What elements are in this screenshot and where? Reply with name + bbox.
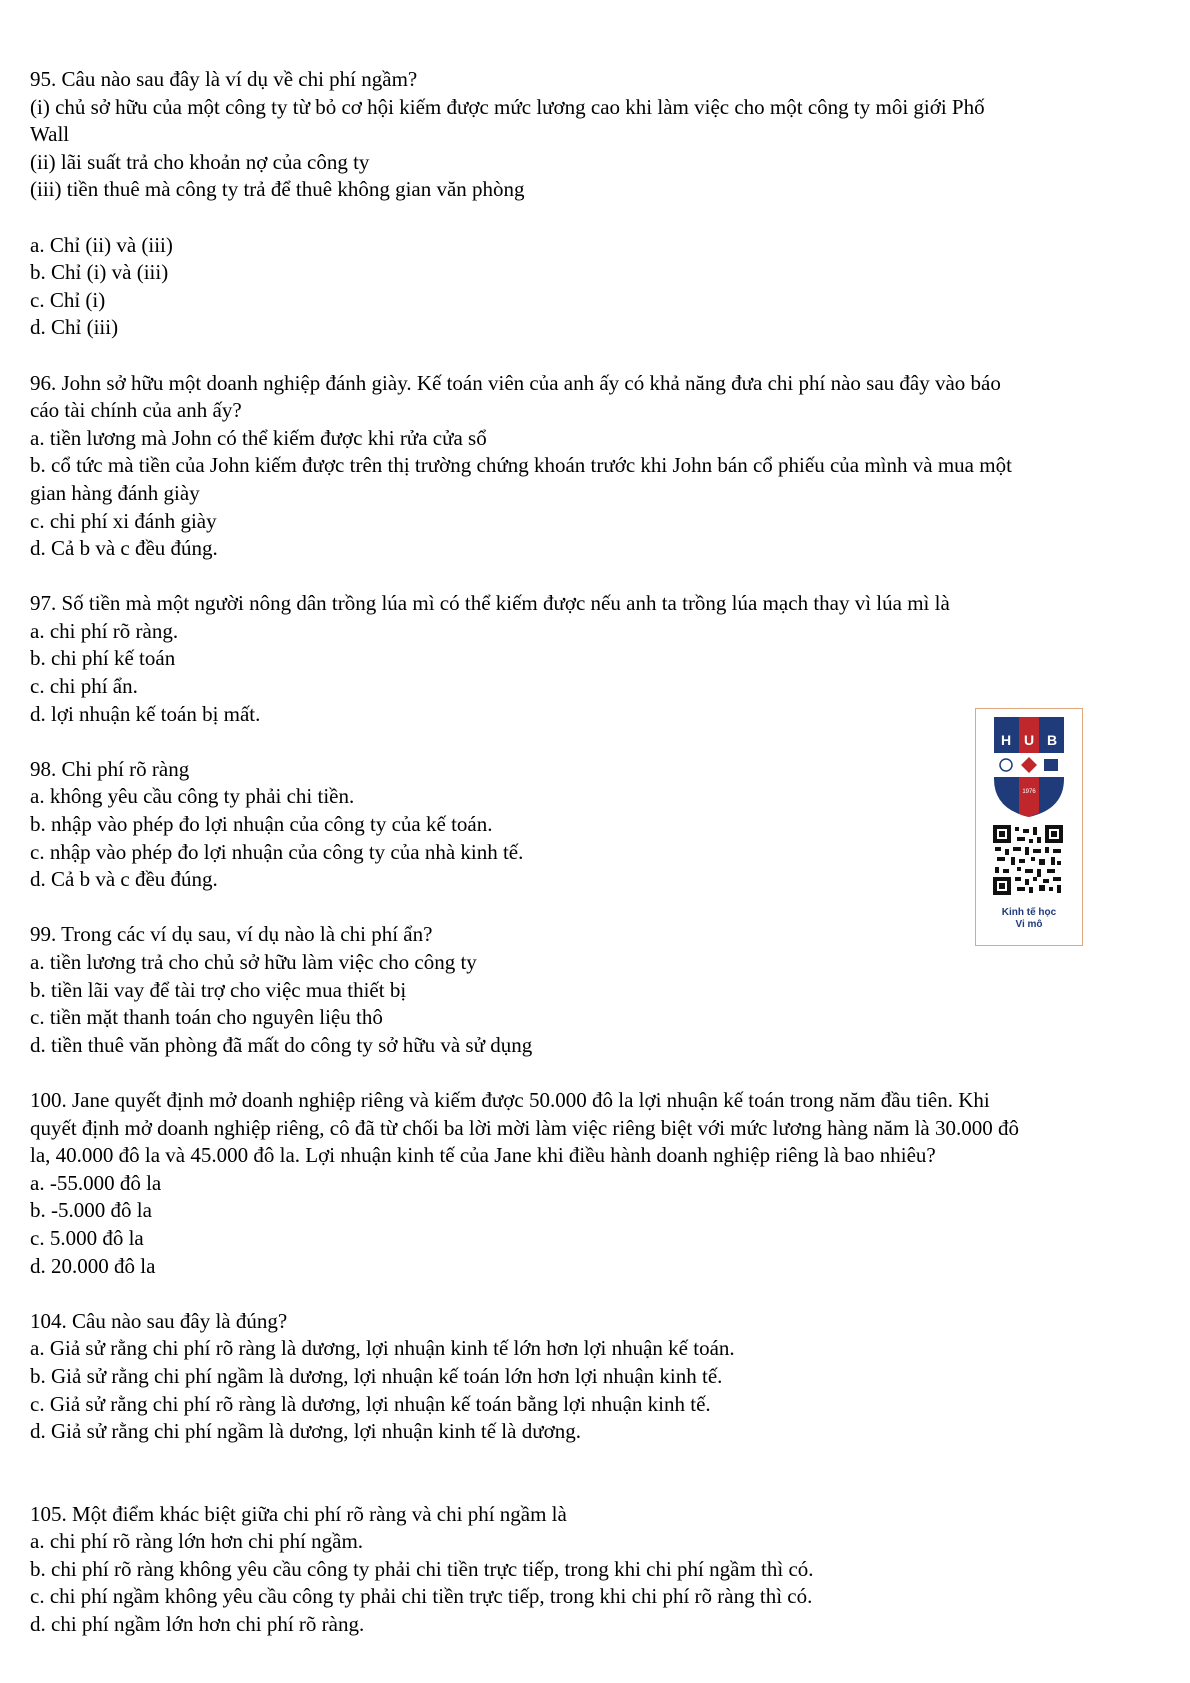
question-text: quyết định mở doanh nghiệp riêng, cô đã từ chối ba lời mời làm việc riêng biệt với mức lương hàng năm là 30.000 đô	[30, 1115, 1019, 1140]
question-text: (iii) tiền thuê mà công ty trả để thuê không gian văn phòng	[30, 177, 525, 202]
answer-option: a. tiền lương mà John có thể kiếm được khi rửa cửa sổ	[30, 425, 487, 450]
answer-option: d. tiền thuê văn phòng đã mất do công ty sở hữu và sử dụng	[30, 1032, 533, 1057]
answer-option: d. lợi nhuận kế toán bị mất.	[30, 701, 261, 726]
answer-option: a. Chỉ (ii) và (iii)	[30, 232, 173, 257]
answer-option: c. tiền mặt thanh toán cho nguyên liệu thô	[30, 1005, 383, 1030]
answer-option: a. chi phí rõ ràng.	[30, 618, 179, 643]
question-text: cáo tài chính của anh ấy?	[30, 398, 242, 423]
answer-option: b. chi phí rõ ràng không yêu cầu công ty phải chi tiền trực tiếp, trong khi chi phí ngầm thì có.	[30, 1556, 814, 1581]
question-text: 105. Một điểm khác biệt giữa chi phí rõ ràng và chi phí ngầm là	[30, 1501, 567, 1526]
answer-option: c. chi phí xi đánh giày	[30, 508, 217, 533]
answer-option: a. chi phí rõ ràng lớn hơn chi phí ngầm.	[30, 1529, 364, 1554]
answer-option: b. Giả sử rằng chi phí ngầm là dương, lợi nhuận kế toán lớn hơn lợi nhuận kinh tế.	[30, 1363, 723, 1388]
question-text: 100. Jane quyết định mở doanh nghiệp riêng và kiếm được 50.000 đô la lợi nhuận kế toán trong năm đầu tiên. Khi	[30, 1087, 990, 1112]
answer-option: d. 20.000 đô la	[30, 1253, 156, 1278]
question-105	[30, 1501, 1170, 1639]
answer-option: c. nhập vào phép đo lợi nhuận của công ty của nhà kinh tế.	[30, 839, 524, 864]
answer-option: c. chi phí ẩn.	[30, 674, 138, 699]
answer-option: c. 5.000 đô la	[30, 1225, 144, 1250]
question-104	[30, 1308, 1170, 1446]
answer-option: b. tiền lãi vay để tài trợ cho việc mua thiết bị	[30, 977, 407, 1002]
question-text: 104. Câu nào sau đây là đúng?	[30, 1308, 288, 1333]
answer-option: a. Giả sử rằng chi phí rõ ràng là dương, lợi nhuận kinh tế lớn hơn lợi nhuận kế toán.	[30, 1336, 735, 1361]
question-text: 98. Chi phí rõ ràng	[30, 756, 190, 781]
question-text: 99. Trong các ví dụ sau, ví dụ nào là chi phí ẩn?	[30, 922, 433, 947]
answer-option: d. chi phí ngầm lớn hơn chi phí rõ ràng.	[30, 1612, 365, 1637]
card-title-line1: Kinh tế học	[1001, 907, 1057, 918]
answer-option: a. tiền lương trả cho chủ sở hữu làm việc cho công ty	[30, 950, 477, 974]
answer-option: c. Giả sử rằng chi phí rõ ràng là dương, lợi nhuận kế toán bằng lợi nhuận kinh tế.	[30, 1391, 711, 1416]
logo-letter-b: B	[1046, 732, 1058, 748]
answer-option: d. Cả b và c đều đúng.	[30, 867, 218, 892]
answer-option: d. Chỉ (iii)	[30, 315, 119, 340]
answer-option: b. Chỉ (i) và (iii)	[30, 260, 169, 285]
answer-option: a. -55.000 đô la	[30, 1170, 162, 1195]
answer-option: b. chi phí kế toán	[30, 646, 176, 671]
hub-logo-card	[975, 708, 1083, 946]
question-text: (ii) lãi suất trả cho khoản nợ của công ty	[30, 149, 370, 174]
qr-code-icon	[993, 825, 1063, 895]
card-title-line2: Vi mô	[1015, 919, 1043, 930]
question-100	[30, 1087, 1170, 1280]
question-text: 95. Câu nào sau đây là ví dụ về chi phí ngầm?	[30, 67, 418, 91]
answer-option: b. -5.000 đô la	[30, 1198, 152, 1223]
question-text: Wall	[30, 122, 70, 147]
question-text: la, 40.000 đô la và 45.000 đô la. Lợi nhuận kinh tế của Jane khi điều hành doanh nghiệp riêng là bao nhiêu?	[30, 1143, 936, 1168]
question-96	[30, 370, 1170, 563]
answer-option: d. Giả sử rằng chi phí ngầm là dương, lợi nhuận kinh tế là dương.	[30, 1419, 581, 1444]
logo-letter-h: H	[1000, 732, 1012, 748]
answer-option: d. Cả b và c đều đúng.	[30, 536, 218, 561]
answer-option: gian hàng đánh giày	[30, 480, 200, 505]
answer-option: c. Chỉ (i)	[30, 287, 106, 312]
question-text: 96. John sở hữu một doanh nghiệp đánh giày. Kế toán viên của anh ấy có khả năng đưa chi phí nào sau đây vào báo	[30, 370, 1001, 395]
logo-letter-u: U	[1023, 732, 1035, 748]
hub-shield-logo	[976, 709, 1081, 909]
answer-option: b. cổ tức mà tiền của John kiếm được trên thị trường chứng khoán trước khi John bán cổ phiếu của mình và mua một	[30, 453, 1012, 478]
question-95	[30, 66, 1170, 342]
logo-year: 1976	[1022, 789, 1036, 795]
question-text: (i) chủ sở hữu của một công ty từ bỏ cơ hội kiếm được mức lương cao khi làm việc cho một công ty môi giới Phố	[30, 94, 985, 119]
answer-option: c. chi phí ngầm không yêu cầu công ty phải chi tiền trực tiếp, trong khi chi phí rõ ràng thì có.	[30, 1584, 813, 1609]
answer-option: a. không yêu cầu công ty phải chi tiền.	[30, 784, 355, 809]
question-text: 97. Số tiền mà một người nông dân trồng lúa mì có thể kiếm được nếu anh ta trồng lúa mạch thay vì lúa mì là	[30, 591, 950, 616]
answer-option: b. nhập vào phép đo lợi nhuận của công ty của kế toán.	[30, 812, 493, 837]
